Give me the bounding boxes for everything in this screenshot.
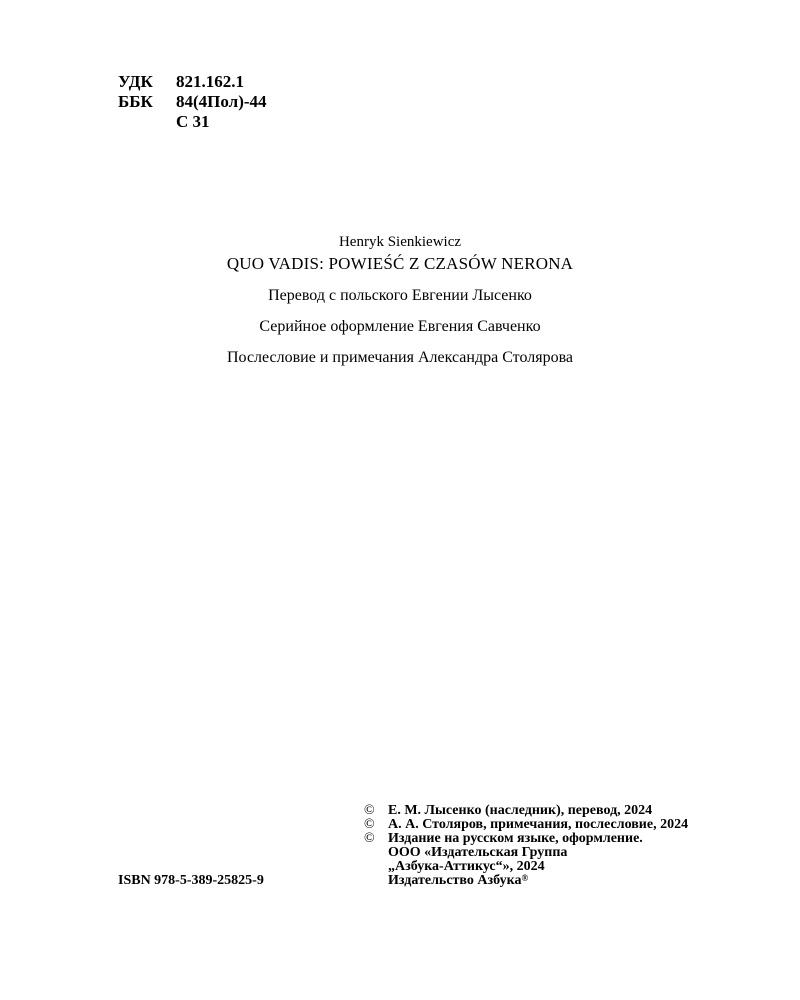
copyright-line xyxy=(364,846,688,860)
bbk-row xyxy=(118,92,267,112)
copyright-text: Издание на русском языке, оформление. xyxy=(388,831,643,846)
copyright-line xyxy=(364,818,688,832)
copyright-icon: © xyxy=(364,803,375,818)
author-mark-row xyxy=(118,112,267,132)
afterword-credit: Послесловие и примечания Александра Столярова xyxy=(226,349,574,366)
copyright-text: „Азбука-Аттикус“», 2024 xyxy=(388,859,545,874)
copyright-line xyxy=(364,832,688,846)
udc-row xyxy=(118,72,267,92)
publisher-name: Издательство Азбука xyxy=(388,873,522,888)
isbn: ISBN 978-5-389-25825-9 xyxy=(118,873,264,888)
copyright-text: ООО «Издательская Группа xyxy=(388,845,568,860)
registered-trademark-icon: ® xyxy=(521,873,529,883)
udc-value: 821.162.1 xyxy=(176,72,244,91)
author-mark-label xyxy=(118,112,176,132)
copyright-line xyxy=(364,874,688,888)
copyright-icon: © xyxy=(364,831,375,846)
translation-credit: Перевод с польского Евгении Лысенко xyxy=(268,287,532,304)
bbk-label: ББК xyxy=(118,92,153,111)
original-title: QUO VADIS: POWIEŚĆ Z CZASÓW NERONA xyxy=(226,254,574,273)
original-author: Henryk Sienkiewicz xyxy=(338,234,462,250)
author-mark-value: С 31 xyxy=(176,112,210,131)
classification-codes xyxy=(118,72,267,132)
udc-label: УДК xyxy=(118,72,153,91)
series-design-credit: Серийное оформление Евгения Савченко xyxy=(259,318,541,335)
copyright-line xyxy=(364,860,688,874)
bbk-value: 84(4Пол)-44 xyxy=(176,92,267,111)
copyright-text xyxy=(388,874,528,888)
copyright-line xyxy=(364,804,688,818)
copyright-text: А. А. Столяров, примечания, послесловие, 2024 xyxy=(388,817,689,832)
copyright-text: Е. М. Лысенко (наследник), перевод, 2024 xyxy=(388,803,653,818)
copyright-icon: © xyxy=(364,817,375,832)
copyright-block xyxy=(364,804,688,888)
